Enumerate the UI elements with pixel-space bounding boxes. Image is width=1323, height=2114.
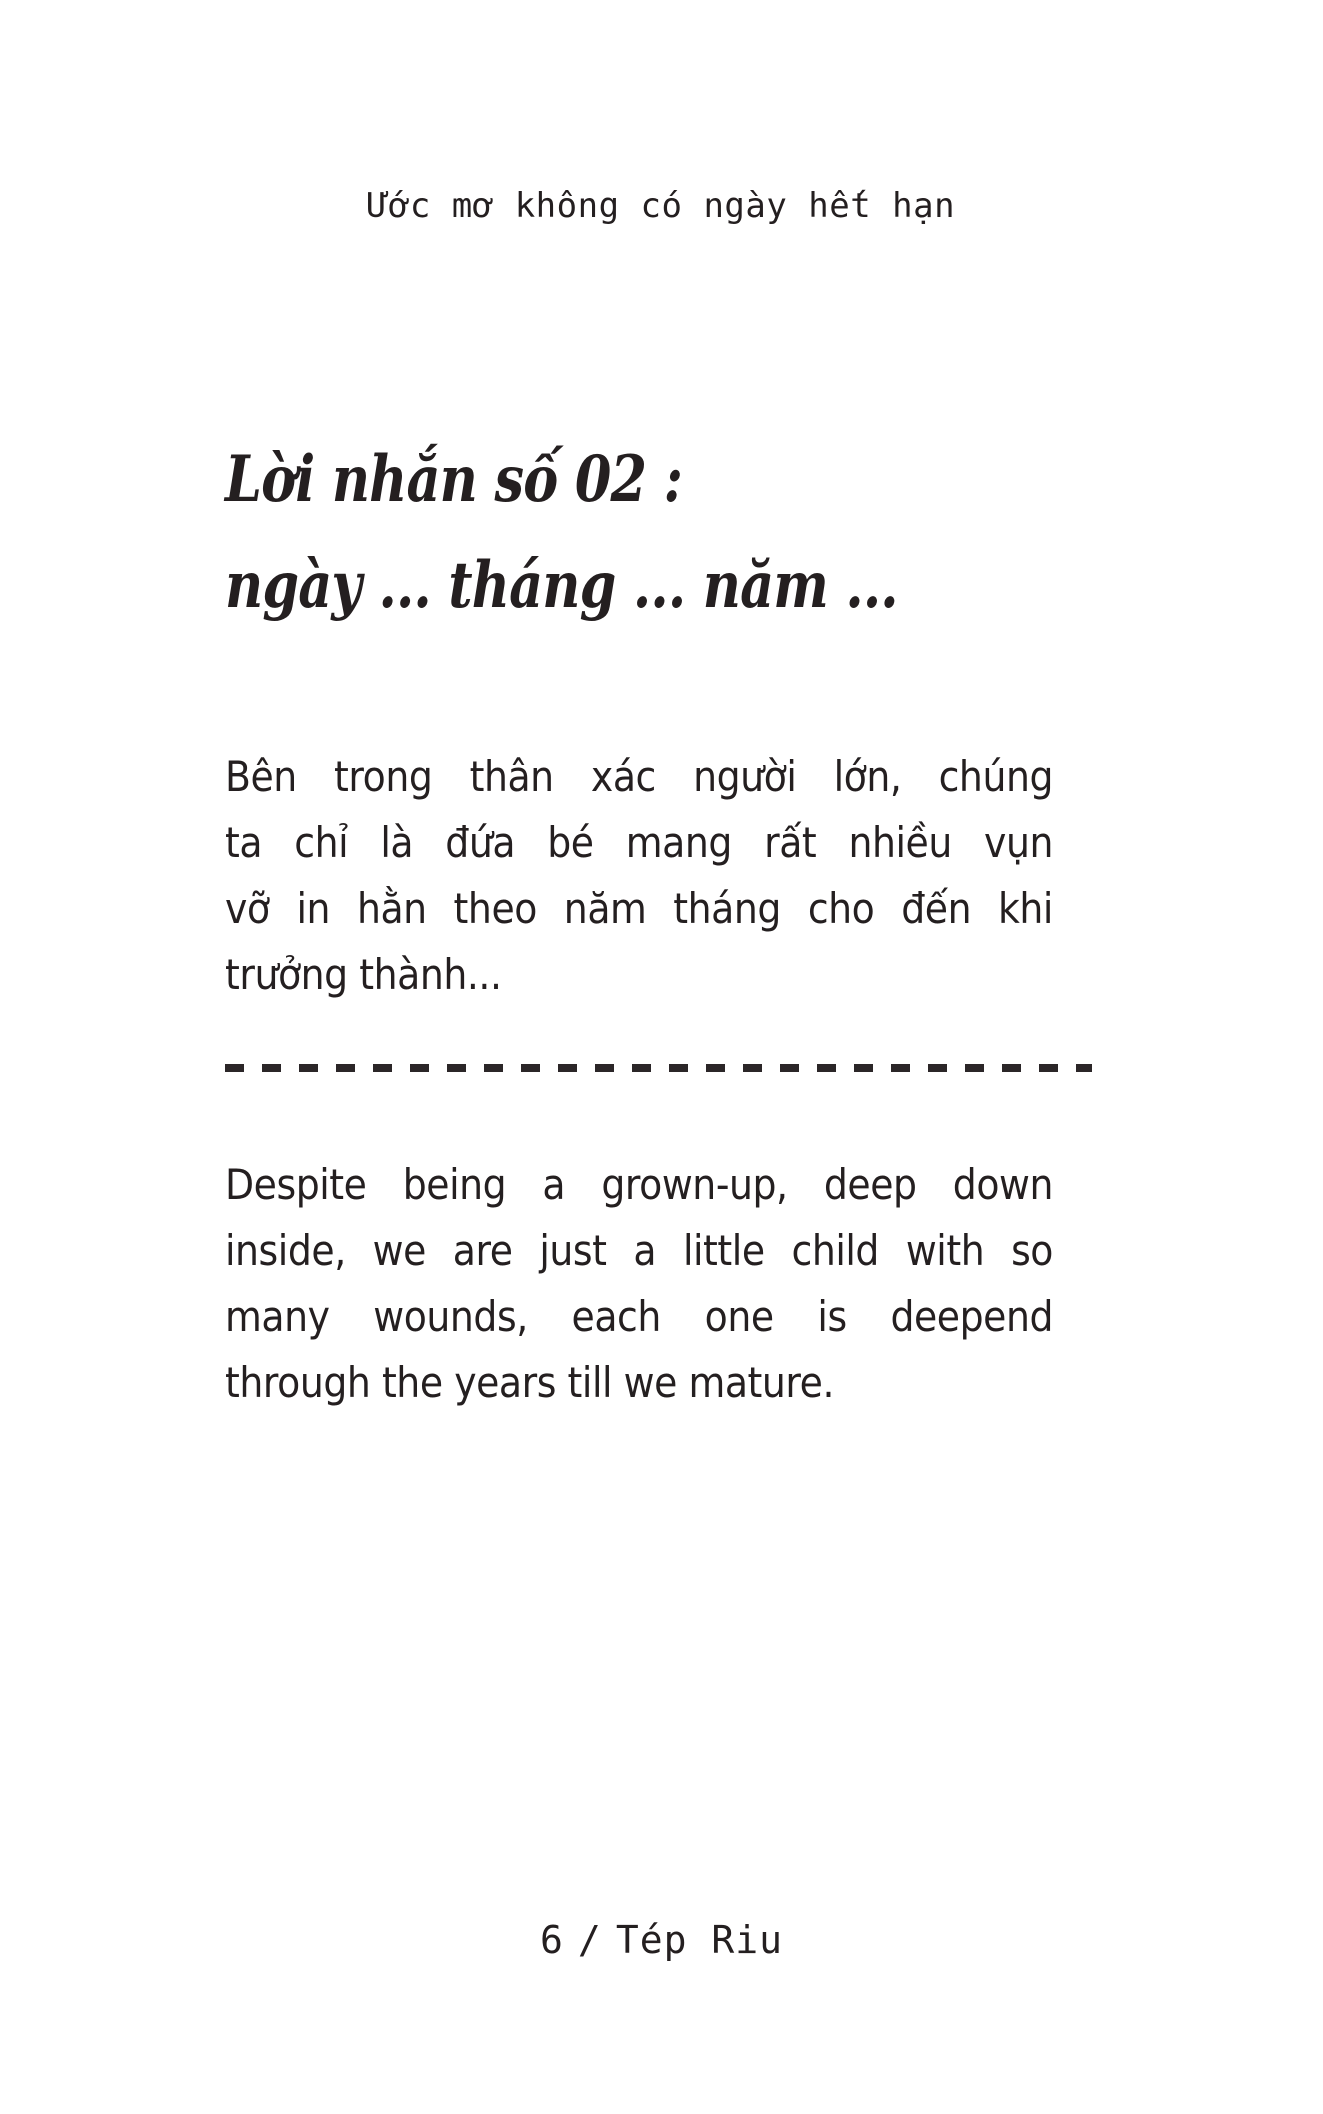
text-line: Bên trong thân xác người lớn, chúng: [225, 752, 1053, 801]
vietnamese-paragraph: [225, 744, 1145, 1008]
english-paragraph: [225, 1152, 1145, 1416]
text-line: inside, we are just a little child with so: [225, 1226, 1053, 1275]
chapter-heading-line-2: ngày ... tháng ... năm ...: [225, 548, 898, 623]
footer-separator: /: [577, 1918, 602, 1962]
page-footer: [0, 1918, 1323, 1962]
text-line: through the years till we mature.: [225, 1358, 835, 1407]
author-name: Tép Riu: [615, 1918, 783, 1962]
chapter-heading-line-1: Lời nhắn số 02 :: [225, 442, 683, 517]
text-line: many wounds, each one is deepend: [225, 1292, 1053, 1341]
text-line: ta chỉ là đứa bé mang rất nhiều vụn: [225, 818, 1053, 867]
text-line: Despite being a grown-up, deep down: [225, 1160, 1053, 1209]
dashed-divider: [225, 1064, 1092, 1072]
page-number: 6: [540, 1918, 564, 1962]
text-line: trưởng thành...: [225, 950, 502, 999]
text-line: vỡ in hằn theo năm tháng cho đến khi: [225, 884, 1053, 933]
running-header: Ước mơ không có ngày hết hạn: [367, 186, 956, 226]
